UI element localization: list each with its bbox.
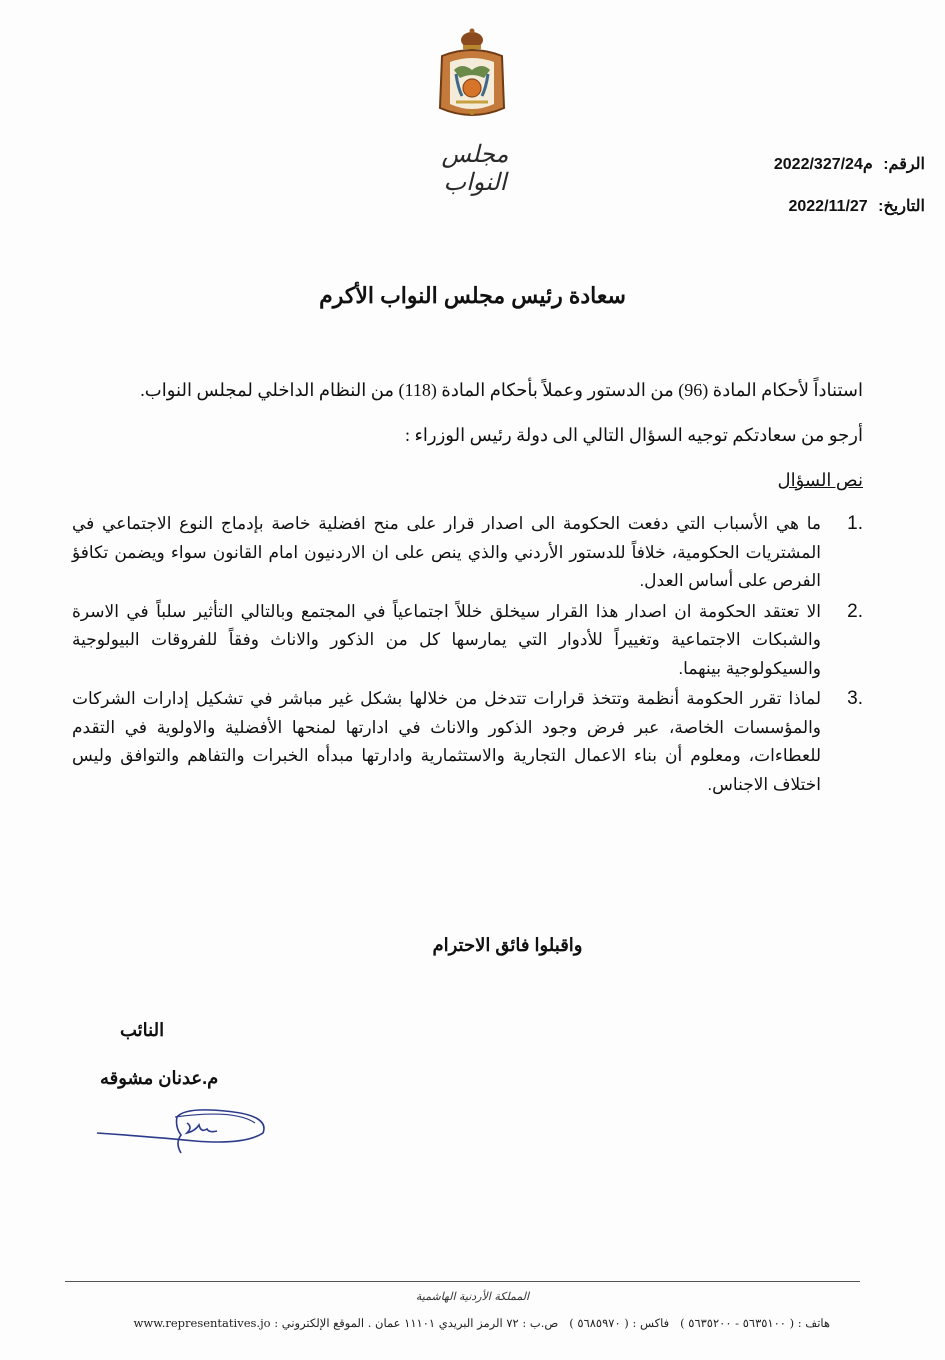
footer-kingdom-name: المملكة الأردنية الهاشمية — [415, 1290, 530, 1303]
royal-emblem-icon — [432, 26, 512, 126]
signature-icon — [95, 1103, 270, 1158]
intro-paragraph: استناداً لأحكام المادة (96) من الدستور وعملاً بأحكام المادة (118) من النظام الداخلي لمجلس النواب. — [140, 380, 863, 400]
footer-divider — [65, 1281, 860, 1282]
question-item — [72, 685, 863, 799]
question-number: 1. — [847, 513, 863, 534]
question-text: ما هي الأسباب التي دفعت الحكومة الى اصدار قرار على منح افضلية خاصة بإدماج النوع الاجتماعي في المشتريات الحكومية، خلافاً للدستور الأردني والذي ينص على ان الاردنيون امام القانون سواء ويضمن تكافؤ الفرص على أساس العدل. — [72, 514, 821, 590]
signatory-name: م.عدنان مشوقه — [100, 1068, 219, 1088]
question-item — [72, 598, 863, 684]
reference-label: الرقم: — [883, 156, 925, 173]
reference-value: م2022/327/24 — [773, 156, 873, 173]
questions-list — [72, 510, 863, 799]
fax-value: ( ٥٦٨٥٩٧٠ ) — [569, 1316, 629, 1330]
phone-value: ( ٥٦٣٥١٠٠ - ٥٦٣٥٢٠٠ ) — [680, 1316, 795, 1330]
date-label: التاريخ: — [878, 198, 925, 215]
website-link[interactable]: www.representatives.jo — [133, 1316, 271, 1330]
institution-name: مجلس النواب — [441, 140, 509, 196]
question-text: لماذا تقرر الحكومة أنظمة وتتخذ قرارات تتدخل من خلالها بشكل غير مباشر في تشكيل إدارات الشركات والمؤسسات الخاصة، عبر فرض وجود الذكور والاناث في ادارتها لمنحها الأفضلية والاولوية في التقدم للعطاءات، ومعلوم أن بناء الاعمال التجارية والاستثمارية وادارتها مبدأه الخبرات والتفاهم والتوافق وليس اختلاف الاجناس. — [72, 689, 821, 794]
question-item — [72, 510, 863, 596]
question-text: الا تعتقد الحكومة ان اصدار هذا القرار سيخلق خللاً اجتماعياً في المجتمع وبالتالي التأثير سلباً في الاسرة والشبكات الاجتماعية وتغييراً للأدوار التي يمارسها كل من الذكور والاناث وفقاً للفروقات البيولوجية والسيكولوجية بينهما. — [72, 601, 821, 678]
website-label: الموقع الإلكتروني : — [274, 1316, 365, 1330]
addressee-heading: سعادة رئيس مجلس النواب الأكرم — [319, 283, 626, 308]
question-number: 3. — [847, 688, 863, 709]
request-paragraph: أرجو من سعادتكم توجيه السؤال التالي الى دولة رئيس الوزراء : — [404, 425, 863, 445]
question-number: 2. — [847, 600, 863, 622]
footer-contact — [134, 1316, 830, 1330]
date-value: 2022/11/27 — [788, 198, 868, 215]
letter-date — [788, 196, 925, 216]
closing-salutation: واقبلوا فائق الاحترام — [432, 935, 583, 955]
signatory-title: النائب — [120, 1020, 165, 1040]
question-heading: نص السؤال — [777, 470, 863, 490]
fax-label: فاكس : — [632, 1316, 670, 1330]
reference-number — [774, 154, 925, 174]
po-box: ص.ب : ٧٢ الرمز البريدي ١١١٠١ عمان . — [367, 1316, 559, 1330]
phone-label: هاتف : — [797, 1316, 830, 1330]
